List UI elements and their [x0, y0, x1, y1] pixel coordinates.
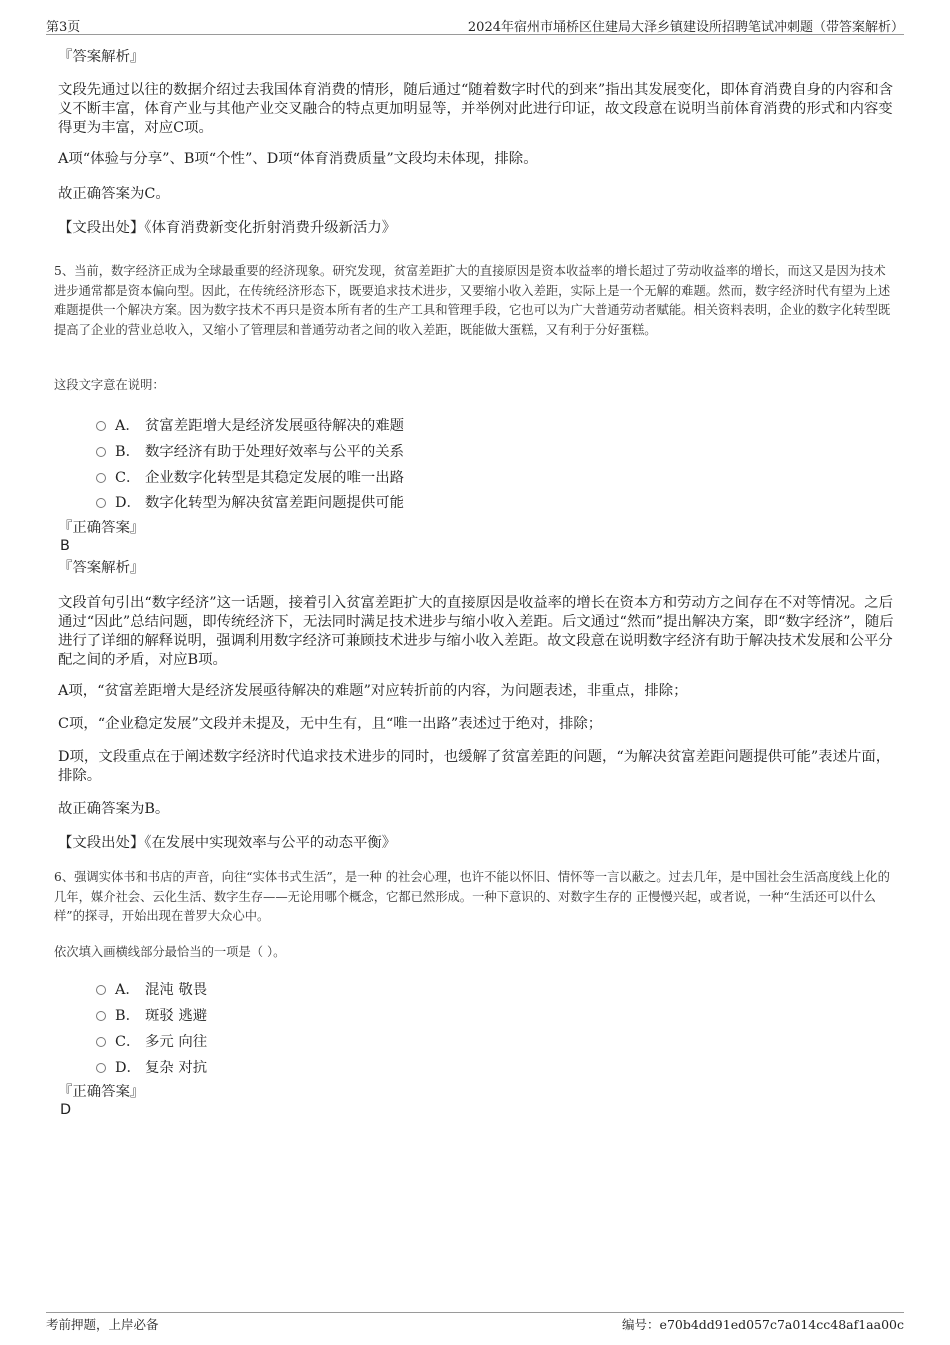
option-letter: A．	[115, 418, 140, 434]
option-text: 数字化转型为解决贫富差距问题提供可能	[145, 495, 405, 511]
option-text: 多元 向往	[145, 1034, 208, 1050]
option-text: 复杂 对抗	[145, 1060, 208, 1076]
option-letter: B．	[115, 444, 140, 460]
q5-analysis-paragraph-2: A项，“贫富差距增大是经济发展亟待解决的难题”对应转折前的内容，为问题表述，非重点，排除；	[58, 683, 688, 699]
q6-option-a[interactable]	[96, 978, 207, 998]
q4-analysis-paragraph-3: 故正确答案为C。	[58, 186, 170, 202]
q5-option-a[interactable]	[96, 414, 404, 434]
radio-icon[interactable]	[96, 473, 106, 483]
radio-icon[interactable]	[96, 1011, 106, 1021]
q5-answer: B	[60, 538, 70, 554]
q5-analysis-paragraph-4: D项，文段重点在于阐述数字经济时代追求技术进步的同时，也缓解了贫富差距的问题，“为解决贫富差距问题提供可能”表述片面，排除。	[58, 749, 891, 784]
document-serial: 编号：e70b4dd91ed057c7a014cc48af1aa00c	[622, 1317, 904, 1332]
radio-icon[interactable]	[96, 985, 106, 995]
q5-option-b[interactable]	[96, 440, 404, 460]
footer-slogan: 考前押题，上岸必备	[46, 1317, 159, 1332]
q6-answer: D	[60, 1102, 72, 1118]
q4-source: 【文段出处】《体育消费新变化折射消费升级新活力》	[58, 220, 397, 236]
option-text: 斑驳 逃避	[145, 1008, 208, 1024]
q5-analysis-paragraph-5: 故正确答案为B。	[58, 801, 170, 817]
option-letter: C．	[115, 470, 141, 486]
page-footer	[46, 1312, 904, 1335]
option-letter: D．	[115, 1060, 141, 1076]
q5-option-c[interactable]	[96, 466, 404, 486]
option-text: 混沌 敬畏	[145, 982, 208, 998]
q5-answer-title: 『正确答案』	[58, 520, 145, 536]
radio-icon[interactable]	[96, 421, 106, 431]
q5-prompt: 这段文字意在说明：	[54, 378, 165, 392]
option-letter: B．	[115, 1008, 140, 1024]
q5-analysis-paragraph-1: 文段首句引出“数字经济”这一话题，接着引入贫富差距扩大的直接原因是收益率的增长在资本方和劳动方之间存在不对等情况。之后通过“因此”总结问题，即传统经济下，无法同时满足技术进步与缩小收入差距。后文通过“然而”提出解决方案，即“数字经济”，随后进行了详细的解释说明，强调利用数字经济可兼顾技术进步与缩小收入差距。故文段意在说明数字经济有助于解决技术发展和公平分配之间的矛盾，对应B项。	[58, 595, 894, 668]
document-title: 2024年宿州市埇桥区住建局大泽乡镇建设所招聘笔试冲刺题（带答案解析）	[467, 20, 904, 35]
q5-analysis-title: 『答案解析』	[58, 560, 145, 576]
option-letter: D．	[115, 495, 141, 511]
q4-analysis-paragraph-1: 文段先通过以往的数据介绍过去我国体育消费的情形，随后通过“随着数字时代的到来”指出其发展变化，即体育消费自身的内容和含义不断丰富，体育产业与其他产业交叉融合的特点更加明显等，并举例对此进行印证，故文段意在说明当前体育消费的形式和内容变得更为丰富，对应C项。	[58, 82, 893, 136]
q6-prompt: 依次填入画横线部分最恰当的一项是（ ）。	[54, 945, 286, 959]
q6-stem: 6、强调实体书和书店的声音，向往“实体书式生活”，是一种 的社会心理，也许不能以怀旧、情怀等一言以蔽之。过去几年，是中国社会生活高度线上化的几年，媒介社会、云化生活、数字生存——无论用哪个概念，它都已然形成。一种下意识的、对数字生存的 正慢慢兴起，或者说，一种“生活还可以什么样”的探寻，开始出现在普罗大众心中。	[54, 870, 890, 923]
radio-icon[interactable]	[96, 1037, 106, 1047]
option-text: 数字经济有助于处理好效率与公平的关系	[145, 444, 405, 460]
q5-option-d[interactable]	[96, 491, 404, 511]
q6-option-b[interactable]	[96, 1004, 207, 1024]
option-text: 企业数字化转型是其稳定发展的唯一出路	[145, 470, 405, 486]
option-letter: C．	[115, 1034, 141, 1050]
option-text: 贫富差距增大是经济发展亟待解决的难题	[145, 418, 405, 434]
q6-answer-title: 『正确答案』	[58, 1084, 145, 1100]
q5-stem: 5、当前，数字经济正成为全球最重要的经济现象。研究发现，贫富差距扩大的直接原因是资本收益率的增长超过了劳动收益率的增长，而这又是因为技术进步通常都是资本偏向型。因此，在传统经济形态下，既要追求技术进步，又要缩小收入差距，实际上是一个无解的难题。然而，数字经济时代有望为上述难题提供一个解决方案。因为数字技术不再只是资本所有者的生产工具和管理手段，它也可以为广大普通劳动者赋能。相关资料表明，企业的数字化转型既提高了企业的营业总收入，又缩小了管理层和普通劳动者之间的收入差距，既能做大蛋糕，又有利于分好蛋糕。	[54, 264, 891, 337]
radio-icon[interactable]	[96, 1063, 106, 1073]
page-header	[46, 14, 904, 35]
q4-analysis-paragraph-2: A项“体验与分享”、B项“个性”、D项“体育消费质量”文段均未体现，排除。	[58, 151, 538, 167]
q6-option-c[interactable]	[96, 1030, 207, 1050]
q5-analysis-paragraph-3: C项，“企业稳定发展”文段并未提及，无中生有，且“唯一出路”表述过于绝对，排除；	[58, 716, 603, 732]
q5-source: 【文段出处】《在发展中实现效率与公平的动态平衡》	[58, 835, 397, 851]
option-letter: A．	[115, 982, 140, 998]
radio-icon[interactable]	[96, 498, 106, 508]
page-number: 第3页	[46, 20, 81, 35]
radio-icon[interactable]	[96, 447, 106, 457]
q4-analysis-title: 『答案解析』	[58, 49, 145, 65]
q6-option-d[interactable]	[96, 1056, 207, 1076]
